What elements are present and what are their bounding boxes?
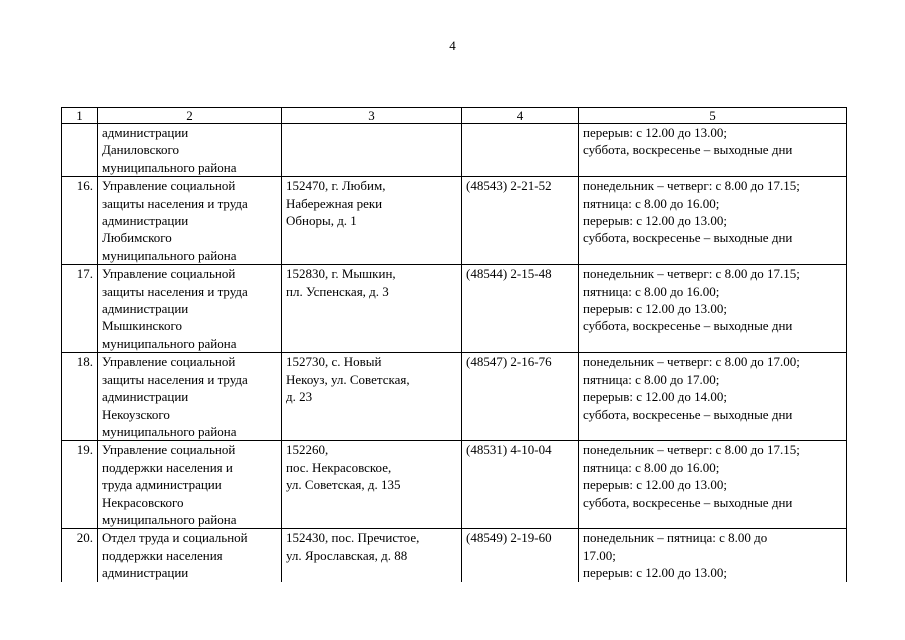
institution-name-line: муниципального района bbox=[102, 247, 237, 263]
working-hours-line: суббота, воскресенье – выходные дни bbox=[583, 142, 793, 158]
institution-name bbox=[98, 441, 282, 529]
institution-address bbox=[282, 177, 462, 265]
working-hours-line: понедельник – четверг: с 8.00 до 17.00; bbox=[583, 354, 800, 370]
institution-name-line: муниципального района bbox=[102, 335, 237, 351]
institution-name bbox=[98, 177, 282, 265]
institution-name-line: муниципального района bbox=[102, 159, 237, 175]
working-hours bbox=[579, 124, 847, 177]
institution-phone: (48531) 4-10-04 bbox=[462, 441, 579, 529]
working-hours bbox=[579, 353, 847, 441]
institution-name-line: администрации bbox=[102, 565, 189, 581]
institution-name-line: Управление социальной bbox=[102, 178, 236, 194]
working-hours-line: перерыв: с 12.00 до 13.00; bbox=[583, 477, 727, 493]
working-hours-line: пятница: с 8.00 до 17.00; bbox=[583, 371, 720, 387]
table-row bbox=[62, 177, 847, 265]
institution-address-line: пос. Некрасовское, bbox=[286, 459, 392, 475]
row-number: 17. bbox=[62, 265, 98, 353]
institution-name-line: поддержки населения и bbox=[102, 459, 233, 475]
institution-address-line: 152830, г. Мышкин, bbox=[286, 266, 396, 282]
row-number: 16. bbox=[62, 177, 98, 265]
row-number bbox=[62, 124, 98, 177]
institution-address bbox=[282, 529, 462, 582]
table-row bbox=[62, 529, 847, 582]
institution-name-line: защиты населения и труда bbox=[102, 371, 248, 387]
working-hours-line: пятница: с 8.00 до 16.00; bbox=[583, 195, 720, 211]
working-hours-line: пятница: с 8.00 до 16.00; bbox=[583, 459, 720, 475]
institution-name-line: администрации bbox=[102, 301, 189, 317]
working-hours-line: перерыв: с 12.00 до 13.00; bbox=[583, 125, 727, 140]
institution-name-line: Даниловского bbox=[102, 142, 180, 158]
table-header-row bbox=[62, 108, 847, 124]
institution-address-line: ул. Ярославская, д. 88 bbox=[286, 547, 408, 563]
institution-name-line: Некоузского bbox=[102, 406, 170, 422]
working-hours-line: пятница: с 8.00 до 16.00; bbox=[583, 283, 720, 299]
institution-name-line: защиты населения и труда bbox=[102, 195, 248, 211]
page-number: 4 bbox=[449, 38, 456, 53]
institution-name-line: Управление социальной bbox=[102, 354, 236, 370]
working-hours-line: понедельник – четверг: с 8.00 до 17.15; bbox=[583, 442, 800, 458]
institution-name bbox=[98, 529, 282, 582]
table-row bbox=[62, 265, 847, 353]
column-header-hours: 5 bbox=[579, 108, 847, 124]
working-hours-line: перерыв: с 12.00 до 13.00; bbox=[583, 213, 727, 229]
institution-address-line: Некоуз, ул. Советская, bbox=[286, 371, 410, 387]
institution-address bbox=[282, 353, 462, 441]
working-hours-line: 17.00; bbox=[583, 547, 616, 563]
row-number: 19. bbox=[62, 441, 98, 529]
institution-name-line: Управление социальной bbox=[102, 442, 236, 458]
working-hours bbox=[579, 441, 847, 529]
working-hours bbox=[579, 265, 847, 353]
working-hours bbox=[579, 529, 847, 582]
working-hours-line: суббота, воскресенье – выходные дни bbox=[583, 494, 793, 510]
column-header-phone: 4 bbox=[462, 108, 579, 124]
institutions-table bbox=[61, 107, 847, 582]
column-header-address: 3 bbox=[282, 108, 462, 124]
working-hours-line: суббота, воскресенье – выходные дни bbox=[583, 318, 793, 334]
working-hours-line: перерыв: с 12.00 до 14.00; bbox=[583, 389, 727, 405]
institution-name bbox=[98, 265, 282, 353]
institution-name-line: труда администрации bbox=[102, 477, 222, 493]
institution-name-line: Некрасовского bbox=[102, 494, 184, 510]
institution-name-line: поддержки населения bbox=[102, 547, 223, 563]
institution-name bbox=[98, 124, 282, 177]
institution-address-line: ул. Советская, д. 135 bbox=[286, 477, 401, 493]
institution-name bbox=[98, 353, 282, 441]
institution-address bbox=[282, 441, 462, 529]
institution-name-line: Управление социальной bbox=[102, 266, 236, 282]
institution-phone: (48549) 2-19-60 bbox=[462, 529, 579, 582]
institution-phone: (48544) 2-15-48 bbox=[462, 265, 579, 353]
institution-name-line: Мышкинского bbox=[102, 318, 182, 334]
institution-name-line: Отдел труда и социальной bbox=[102, 530, 248, 546]
institution-address-line: пл. Успенская, д. 3 bbox=[286, 283, 389, 299]
working-hours-line: понедельник – пятница: с 8.00 до bbox=[583, 530, 768, 546]
table-row bbox=[62, 124, 847, 177]
institution-address-line: Набережная реки bbox=[286, 195, 383, 211]
institution-phone: (48547) 2-16-76 bbox=[462, 353, 579, 441]
column-header-name: 2 bbox=[98, 108, 282, 124]
institution-name-line: администрации bbox=[102, 213, 189, 229]
institution-name-line: защиты населения и труда bbox=[102, 283, 248, 299]
institution-address bbox=[282, 124, 462, 177]
institution-name-line: администрации bbox=[102, 125, 189, 140]
table-body bbox=[62, 124, 847, 582]
working-hours-line: суббота, воскресенье – выходные дни bbox=[583, 230, 793, 246]
institution-name-line: администрации bbox=[102, 389, 189, 405]
institution-address-line: д. 23 bbox=[286, 389, 313, 405]
institution-address-line: 152430, пос. Пречистое, bbox=[286, 530, 420, 546]
institution-address-line: 152260, bbox=[286, 442, 329, 458]
institution-name-line: Любимского bbox=[102, 230, 172, 246]
table-row bbox=[62, 353, 847, 441]
institution-name-line: муниципального района bbox=[102, 423, 237, 439]
row-number: 20. bbox=[62, 529, 98, 582]
institution-address-line: 152470, г. Любим, bbox=[286, 178, 386, 194]
row-number: 18. bbox=[62, 353, 98, 441]
working-hours-line: понедельник – четверг: с 8.00 до 17.15; bbox=[583, 178, 800, 194]
working-hours-line: понедельник – четверг: с 8.00 до 17.15; bbox=[583, 266, 800, 282]
institution-name-line: муниципального района bbox=[102, 511, 237, 527]
working-hours-line: перерыв: с 12.00 до 13.00; bbox=[583, 301, 727, 317]
working-hours-line: суббота, воскресенье – выходные дни bbox=[583, 406, 793, 422]
working-hours bbox=[579, 177, 847, 265]
column-header-number: 1 bbox=[62, 108, 98, 124]
institution-phone bbox=[462, 124, 579, 177]
table-row bbox=[62, 441, 847, 529]
institution-address bbox=[282, 265, 462, 353]
working-hours-line: перерыв: с 12.00 до 13.00; bbox=[583, 565, 727, 581]
institution-address-line: 152730, с. Новый bbox=[286, 354, 382, 370]
institution-address-line: Обноры, д. 1 bbox=[286, 213, 357, 229]
institution-phone: (48543) 2-21-52 bbox=[462, 177, 579, 265]
